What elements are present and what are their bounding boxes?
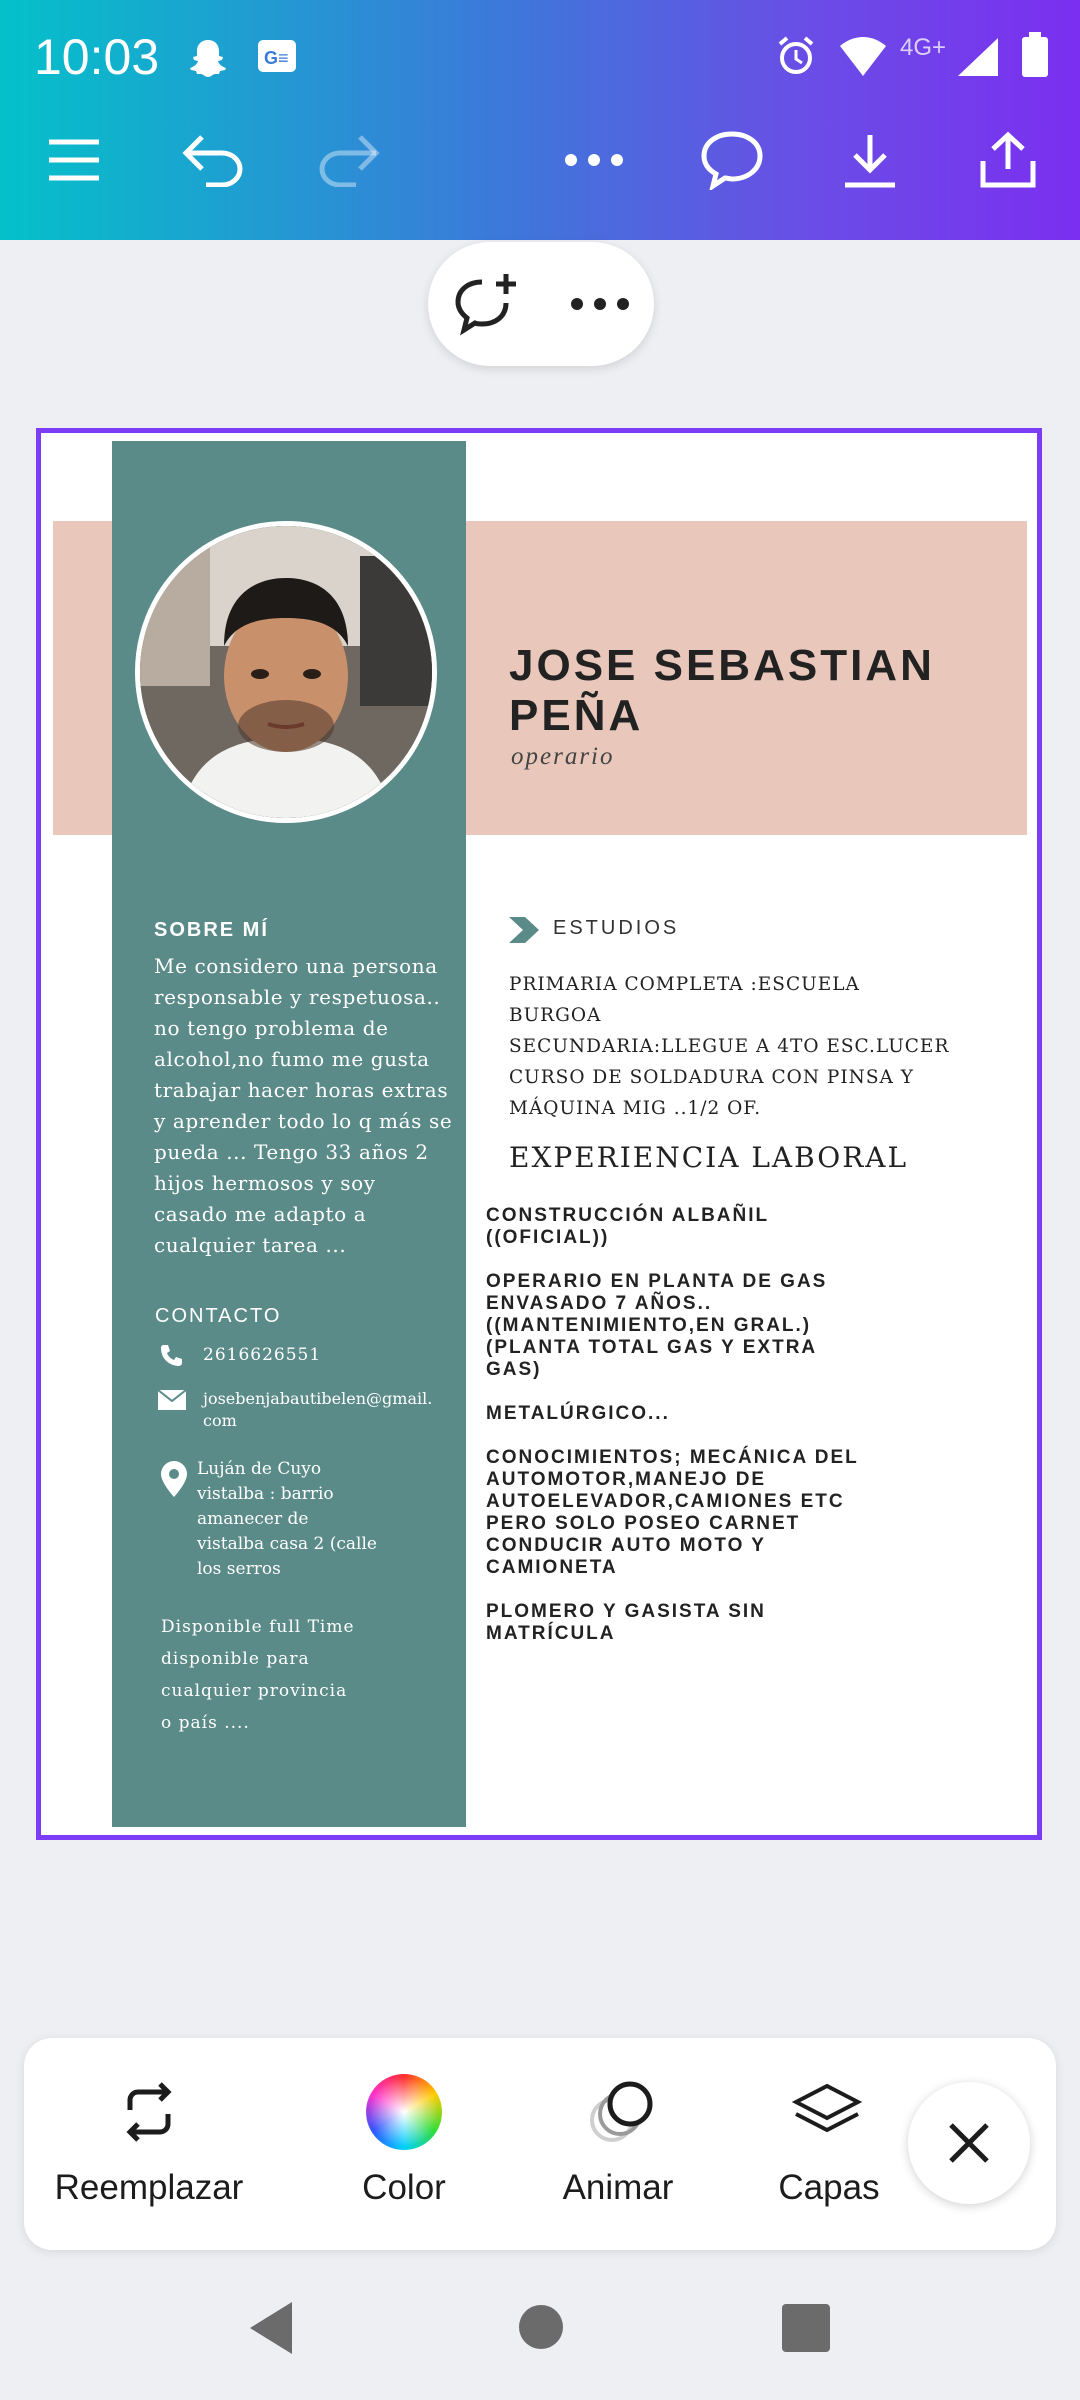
availability-line-3[interactable]: cualquier provincia <box>161 1681 348 1701</box>
address-line-5[interactable]: los serros <box>197 1559 281 1579</box>
resume-role[interactable]: operario <box>511 743 615 770</box>
close-icon <box>945 2119 993 2167</box>
experience-item: PLOMERO Y GASISTA SIN MATRÍCULA <box>486 1601 766 1644</box>
top-bar <box>0 0 1080 240</box>
menu-icon <box>47 138 101 182</box>
address-line-3[interactable]: amanecer de <box>197 1509 309 1529</box>
floating-action-pill <box>428 242 654 366</box>
tool-label: Color <box>362 2168 446 2207</box>
resume-page[interactable] <box>53 441 1027 1827</box>
selected-design-frame[interactable] <box>36 428 1042 1840</box>
share-button[interactable] <box>968 120 1048 200</box>
network-type: 4G+ <box>900 34 947 61</box>
wifi-icon <box>838 34 888 78</box>
menu-button[interactable] <box>34 120 114 200</box>
experience-item: CONOCIMIENTOS; MECÁNICA DEL AUTOMOTOR,MANEJO DE AUTOELEVADOR,CAMIONES ETC PERO SOLO POSEO CARNET CONDUCIR AUTO MOTO Y CAMIONETA <box>486 1447 859 1578</box>
add-comment-icon[interactable] <box>452 272 522 336</box>
home-icon[interactable] <box>518 2304 564 2350</box>
experience-item: METALÚRGICO... <box>486 1403 670 1424</box>
address-line-2[interactable]: vistalba : barrio <box>197 1484 334 1504</box>
tool-label: Reemplazar <box>54 2168 244 2207</box>
education-line: SECUNDARIA:LLEGUE A 4TO ESC.LUCER <box>509 1036 950 1057</box>
experience-item: CONSTRUCCIÓN ALBAÑIL ((OFICIAL)) <box>486 1205 769 1248</box>
color-wheel-icon <box>366 2074 442 2150</box>
phone-number[interactable]: 2616626551 <box>203 1345 322 1365</box>
education-title[interactable]: ESTUDIOS <box>553 917 680 939</box>
status-time: 10:03 <box>34 29 160 85</box>
availability-line-4[interactable]: o país .... <box>161 1713 250 1733</box>
phone-icon <box>159 1343 183 1367</box>
education-line: CURSO DE SOLDADURA CON PINSA Y <box>509 1067 914 1088</box>
snapchat-icon <box>186 36 230 80</box>
tool-label: Capas <box>778 2168 880 2207</box>
replace-icon <box>118 2082 180 2142</box>
news-icon <box>256 38 298 74</box>
comment-icon <box>700 130 764 190</box>
location-pin-icon <box>161 1461 187 1497</box>
recents-icon[interactable] <box>782 2304 830 2352</box>
redo-icon <box>316 133 380 187</box>
tool-layers[interactable] <box>764 2038 894 2250</box>
experience-item: OPERARIO EN PLANTA DE GAS ENVASADO 7 AÑOS.. ((MANTENIMIENTO,EN GRAL.) (PLANTA TOTAL GAS Y EXTRA GAS) <box>486 1271 828 1380</box>
chevron-arrow-icon <box>509 917 541 943</box>
more-icon <box>564 153 624 167</box>
download-button[interactable] <box>830 120 910 200</box>
tool-color[interactable] <box>334 2038 474 2250</box>
contact-title[interactable]: CONTACTO <box>155 1305 282 1327</box>
tool-label: Animar <box>562 2168 674 2207</box>
battery-icon <box>1020 32 1050 78</box>
education-line: MÁQUINA MIG ..1/2 OF. <box>509 1098 762 1119</box>
back-icon[interactable] <box>246 2300 296 2356</box>
redo-button[interactable] <box>308 120 388 200</box>
education-list[interactable] <box>509 969 979 1124</box>
undo-button[interactable] <box>174 120 254 200</box>
signal-icon <box>956 36 1000 78</box>
animate-icon <box>586 2076 656 2146</box>
android-nav-bar <box>0 2260 1080 2400</box>
more-icon[interactable] <box>570 297 630 311</box>
email-icon <box>157 1389 187 1411</box>
svg-text:G≡: G≡ <box>264 48 289 68</box>
email-line-1[interactable]: josebenjabautibelen@gmail. <box>203 1389 433 1408</box>
tool-replace[interactable] <box>54 2038 244 2250</box>
undo-icon <box>182 133 246 187</box>
tool-animate[interactable] <box>548 2038 688 2250</box>
about-text[interactable]: Me considero una persona responsable y respetuosa.. no tengo problema de alcohol,no fumo me gusta trabajar hacer horas extras y aprender todo lo q más se pueda ... Tengo 33 años 2 hijos hermosos y soy casado me adapto a cualquier tarea ... <box>154 954 453 1257</box>
experience-list[interactable] <box>486 1205 866 1667</box>
alarm-icon <box>774 34 818 78</box>
education-line: BURGOA <box>509 1005 602 1026</box>
close-button[interactable] <box>908 2082 1030 2204</box>
resume-name[interactable]: JOSE SEBASTIAN PEÑA <box>509 641 935 740</box>
address-line-4[interactable]: vistalba casa 2 (calle <box>197 1534 377 1554</box>
layers-icon <box>792 2082 862 2138</box>
email-line-2[interactable]: com <box>203 1411 237 1430</box>
about-title[interactable]: SOBRE MÍ <box>154 919 269 941</box>
more-options-button[interactable] <box>554 120 634 200</box>
address-line-1[interactable]: Luján de Cuyo <box>197 1459 322 1479</box>
comment-button[interactable] <box>692 120 772 200</box>
download-icon <box>841 131 899 189</box>
profile-photo-image <box>140 526 432 818</box>
experience-title[interactable]: EXPERIENCIA LABORAL <box>509 1141 909 1174</box>
profile-photo[interactable] <box>135 521 437 823</box>
availability-line-2[interactable]: disponible para <box>161 1649 310 1669</box>
education-line: PRIMARIA COMPLETA :ESCUELA <box>509 974 860 995</box>
share-icon <box>979 131 1037 189</box>
bottom-tool-panel <box>24 2038 1056 2250</box>
availability-line-1[interactable]: Disponible full Time <box>161 1617 355 1637</box>
